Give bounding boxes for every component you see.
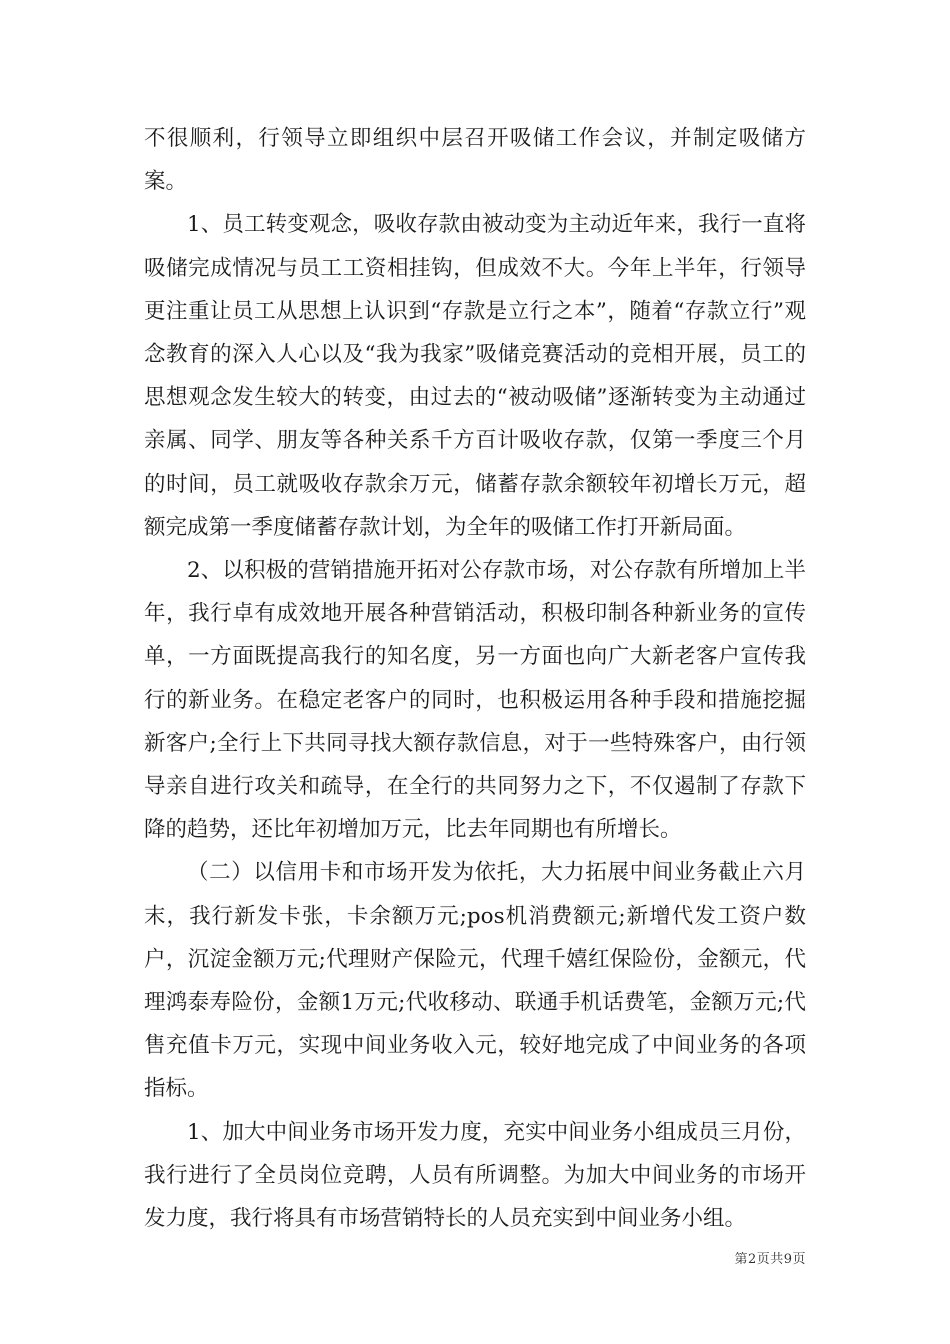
paragraph-employee-mindset: 1、员工转变观念，吸收存款由被动变为主动近年来，我行一直将吸储完成情况与员工工资相挂钩，但成效不大。今年上半年，行领导更注重让员工从思想上认识到“存款是立行之本”，随着“存款立行”观念教育的深入人心以及“我为我家”吸储竞赛活动的竞相开展，员工的思想观念发生较大的转变，由过去的“被动吸储”逐渐转变为主动通过亲属、同学、朋友等各种关系千方百计吸收存款，仅第一季度三个月的时间，员工就吸收存款余万元，储蓄存款余额较年初增长万元，超额完成第一季度储蓄存款计划，为全年的吸储工作打开新局面。 (144, 212, 806, 540)
paragraph-market-development: 1、加大中间业务市场开发力度，充实中间业务小组成员三月份，我行进行了全员岗位竞聘，人员有所调整。为加大中间业务的市场开发力度，我行将具有市场营销特长的人员充实到中间业务小组。 (144, 1119, 806, 1232)
paragraph-corporate-deposits: 2、以积极的营销措施开拓对公存款市场，对公存款有所增加上半年，我行卓有成效地开展各种营销活动，积极印制各种新业务的宣传单，一方面既提高我行的知名度，另一方面也向广大新老客户宣传我行的新业务。在稳定老客户的同时，也积极运用各种手段和措施挖掘新客户;全行上下共同寻找大额存款信息，对于一些特殊客户，由行领导亲自进行攻关和疏导，在全行的共同努力之下，不仅遏制了存款下降的趋势，还比年初增加万元，比去年同期也有所增长。 (144, 558, 806, 843)
paragraph-continuation: 不很顺利，行领导立即组织中层召开吸储工作会议，并制定吸储方案。 (144, 126, 806, 195)
paragraph-intermediate-business: （二）以信用卡和市场开发为依托，大力拓展中间业务截止六月末，我行新发卡张，卡余额万元;pos机消费额元;新增代发工资户数户，沉淀金额万元;代理财产保险元，代理千嬉红保险份，金额元，代理鸿泰寿险份，金额1万元;代收移动、联通手机话费笔，金额万元;代售充值卡万元，实现中间业务收入元，较好地完成了中间业务的各项指标。 (144, 860, 806, 1102)
page-number: 第2页共9页 (734, 1252, 806, 1267)
body-text (144, 117, 806, 1240)
